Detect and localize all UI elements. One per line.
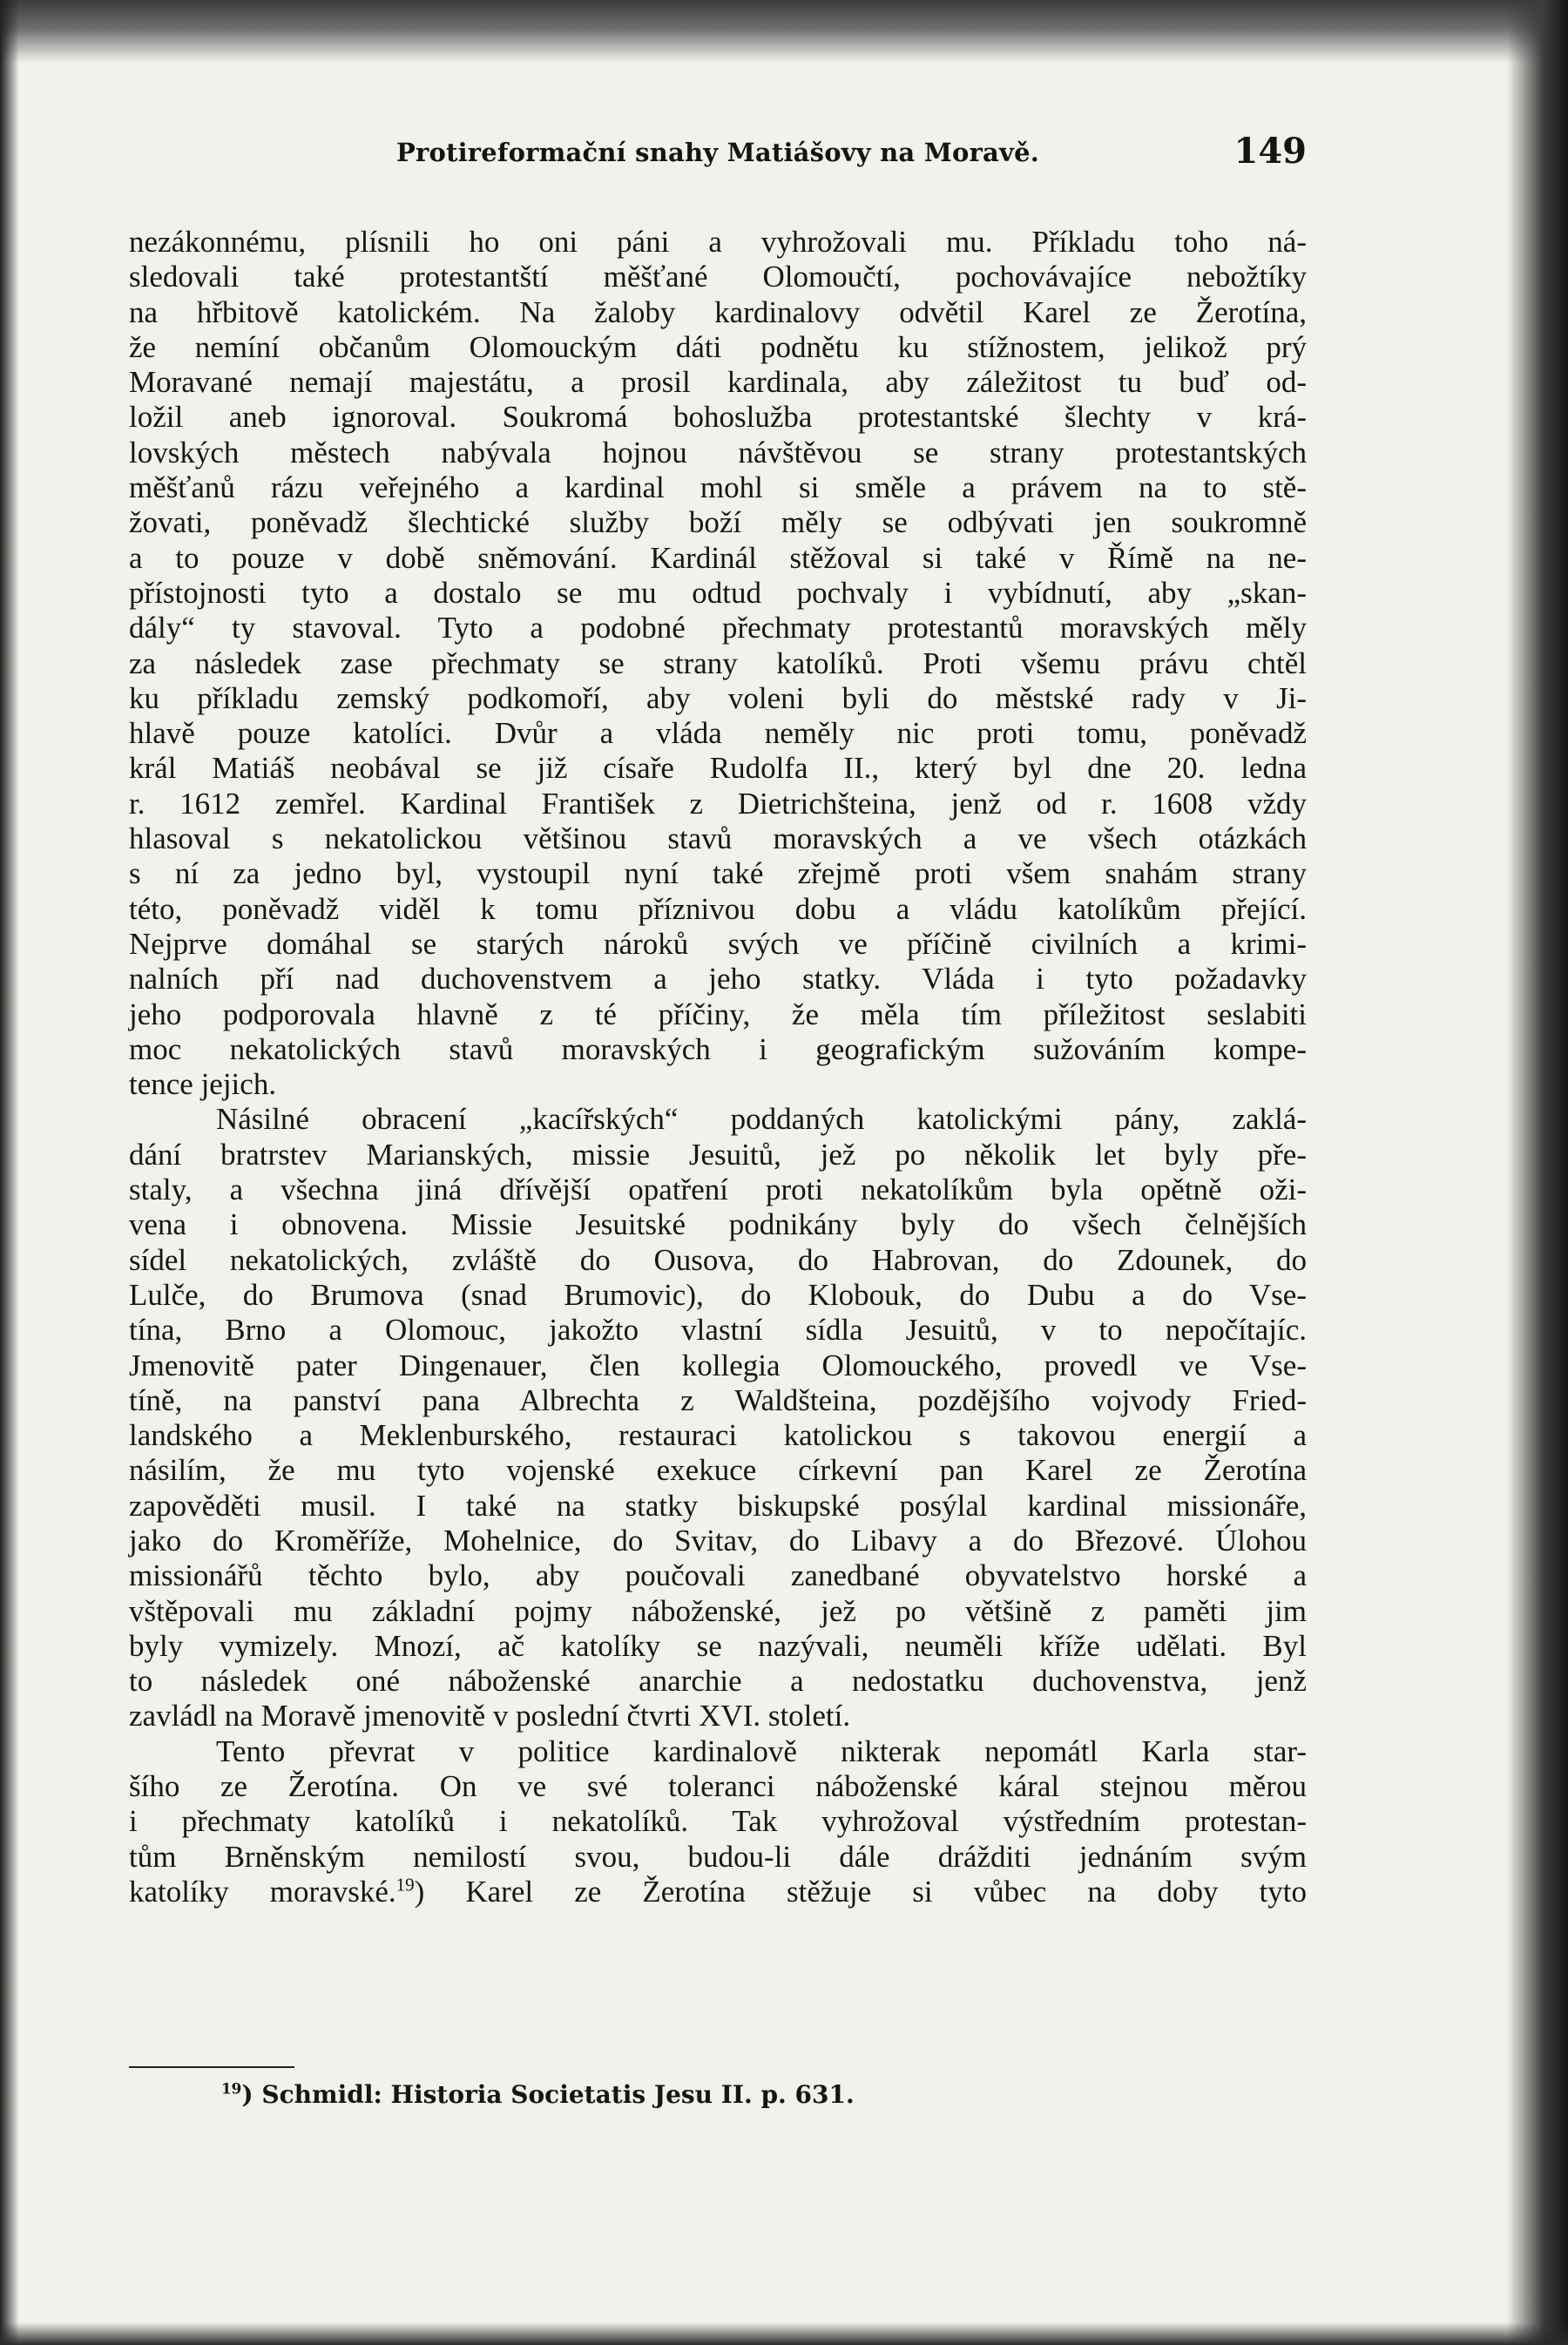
footnote-marker: 19 (221, 2079, 242, 2098)
text-line: že nemíní občanům Olomouckým dáti podnětu ku stížnostem, jelikož prý (129, 329, 1307, 364)
text-line-with-footnote-ref (129, 1875, 1307, 1909)
text-line: missionářů těchto bylo, aby poučovali zanedbané obyvatelstvo horské a (129, 1558, 1307, 1593)
text-line: jako do Kroměříže, Mohelnice, do Svitav, do Libavy a do Březové. Úlohou (129, 1523, 1307, 1558)
text-line: Nejprve domáhal se starých nároků svých ve příčině civilních a krimi- (129, 926, 1307, 961)
text-line: dály“ ty stavoval. Tyto a podobné přechmaty protestantů moravských měly (129, 611, 1307, 645)
paragraph-end-line: tence jejich. (129, 1067, 277, 1102)
text-line: ložil aneb ignoroval. Soukromá bohoslužba protestantské šlechty v krá- (129, 400, 1307, 435)
scan-edge-right (1507, 0, 1568, 2345)
text-line: sídel nekatolických, zvláště do Ousova, do Habrovan, do Zdounek, do (129, 1242, 1307, 1277)
text-line: nezákonnému, plísnili ho oni páni a vyhrožovali mu. Příkladu toho ná- (129, 225, 1307, 259)
text-fragment: Karel ze Žerotína stěžuje si vůbec na doby tyto (465, 1874, 1308, 1909)
text-line: Lulče, do Brumova (snad Brumovic), do Klobouk, do Dubu a do Vse- (129, 1277, 1307, 1312)
text-line: žovati, poněvadž šlechtické služby boží měly se odbývati jen soukromně (129, 505, 1307, 540)
text-line: tína, Brno a Olomouc, jakožto vlastní sídla Jesuitů, v to nepočítajíc. (129, 1313, 1307, 1348)
paragraph-end-line: zavládl na Moravě jmenovitě v poslední čtvrti XVI. století. (129, 1699, 851, 1733)
text-line: sledovali také protestantští měšťané Olomoučtí, pochovávajíce nebožtíky (129, 260, 1307, 294)
text-line: i přechmaty katolíků i nekatolíků. Tak vyhrožoval výstředním protestan- (129, 1804, 1307, 1839)
running-title: Protireformační snahy Matiášovy na Moravě. (395, 138, 1040, 167)
text-line: Jmenovitě pater Dingenauer, člen kollegia Olomouckého, provedl ve Vse- (129, 1348, 1307, 1382)
footnote (221, 2080, 855, 2109)
text-line: byly vymizely. Mnozí, ač katolíky se nazývali, neuměli kříže udělati. Byl (129, 1628, 1307, 1663)
text-line: ku příkladu zemský podkomoří, aby voleni byli do městské rady v Ji- (129, 680, 1307, 715)
text-line: vena i obnovena. Missie Jesuitské podnikány byly do všech čelnějších (129, 1207, 1307, 1242)
text-line: násilím, že mu tyto vojenské exekuce církevní pan Karel ze Žerotína (129, 1453, 1307, 1488)
text-line: jeho podporovala hlavně z té příčiny, že měla tím příležitost seslabiti (129, 997, 1307, 1031)
text-line: tům Brněnským nemilostí svou, budou-li dále drážditi jednáním svým (129, 1839, 1307, 1874)
text-line: s ní za jedno byl, vystoupil nyní také zřejmě proti všem snahám strany (129, 856, 1307, 891)
scan-edge-left (0, 0, 19, 2345)
text-line: landského a Meklenburského, restauraci katolickou s takovou energií a (129, 1418, 1307, 1453)
text-line: král Matiáš neobával se již císaře Rudolfa II., který byl dne 20. ledna (129, 751, 1307, 786)
text-line: na hřbitově katolickém. Na žaloby kardinalovy odvětil Karel ze Žerotína, (129, 294, 1307, 329)
footnote-reference-paren: ) (414, 1874, 425, 1909)
paragraph-start-line: Násilné obracení „kacířských“ poddaných katolickými pány, zaklá- (216, 1102, 1307, 1137)
text-line: zapověděti musil. I také na statky biskupské posýlal kardinal missionáře, (129, 1488, 1307, 1523)
text-line: Moravané nemají majestátu, a prosil kardinala, aby záležitost tu buď od- (129, 365, 1307, 400)
scan-edge-bottom (0, 2322, 1568, 2345)
text-line: to následek oné náboženské anarchie a nedostatku duchovenstva, jenž (129, 1664, 1307, 1699)
paragraph-start-line: Tento převrat v politice kardinalově nikterak nepomátl Karla star- (216, 1733, 1307, 1768)
text-line: vštěpovali mu základní pojmy náboženské, jež po většině z paměti jim (129, 1593, 1307, 1628)
text-line: za následek zase přechmaty se strany katolíků. Proti všemu právu chtěl (129, 645, 1307, 680)
text-line: nalních pří nad duchovenstvem a jeho statky. Vláda i tyto požadavky (129, 962, 1307, 997)
text-fragment: katolíky moravské. (129, 1874, 396, 1909)
text-line: a to pouze v době sněmování. Kardinál stěžoval si také v Římě na ne- (129, 540, 1307, 575)
footnote-reference: 19 (395, 1874, 415, 1896)
text-line: tíně, na panství pana Albrechta z Waldšteina, pozdějšího vojvody Fried- (129, 1382, 1307, 1417)
text-line: této, poněvadž viděl k tomu příznivou dobu a vládu katolíkům přející. (129, 891, 1307, 926)
text-line: měšťanů rázu veřejného a kardinal mohl si směle a právem na to stě- (129, 470, 1307, 505)
text-line: staly, a všechna jiná dřívější opatření proti nekatolíkům byla opětně oži- (129, 1172, 1307, 1207)
footnote-rule (129, 2066, 294, 2068)
text-line: moc nekatolických stavů moravských i geografickým sužováním kompe- (129, 1031, 1307, 1066)
body-text (129, 225, 1307, 1909)
page-number: 149 (1233, 131, 1307, 172)
text-line: lovských městech nabývala hojnou návštěvou se strany protestantských (129, 435, 1307, 470)
text-line: přístojnosti tyto a dostalo se mu odtud pochvaly i vybídnutí, aby „skan- (129, 575, 1307, 610)
text-line: šího ze Žerotína. On ve své toleranci náboženské káral stejnou měrou (129, 1769, 1307, 1804)
text-line: hlavě pouze katolíci. Dvůr a vláda neměly nic proti tomu, poněvadž (129, 716, 1307, 751)
text-line: hlasoval s nekatolickou většinou stavů moravských a ve všech otázkách (129, 821, 1307, 856)
scan-edge-top (0, 0, 1568, 63)
page-header (129, 131, 1307, 179)
footnote-text: ) Schmidl: Historia Societatis Jesu II. p. 631. (241, 2080, 855, 2109)
text-line: dání bratrstev Marianských, missie Jesuitů, jež po několik let byly pře- (129, 1137, 1307, 1172)
text-line: r. 1612 zemřel. Kardinal František z Dietrichšteina, jenž od r. 1608 vždy (129, 786, 1307, 821)
